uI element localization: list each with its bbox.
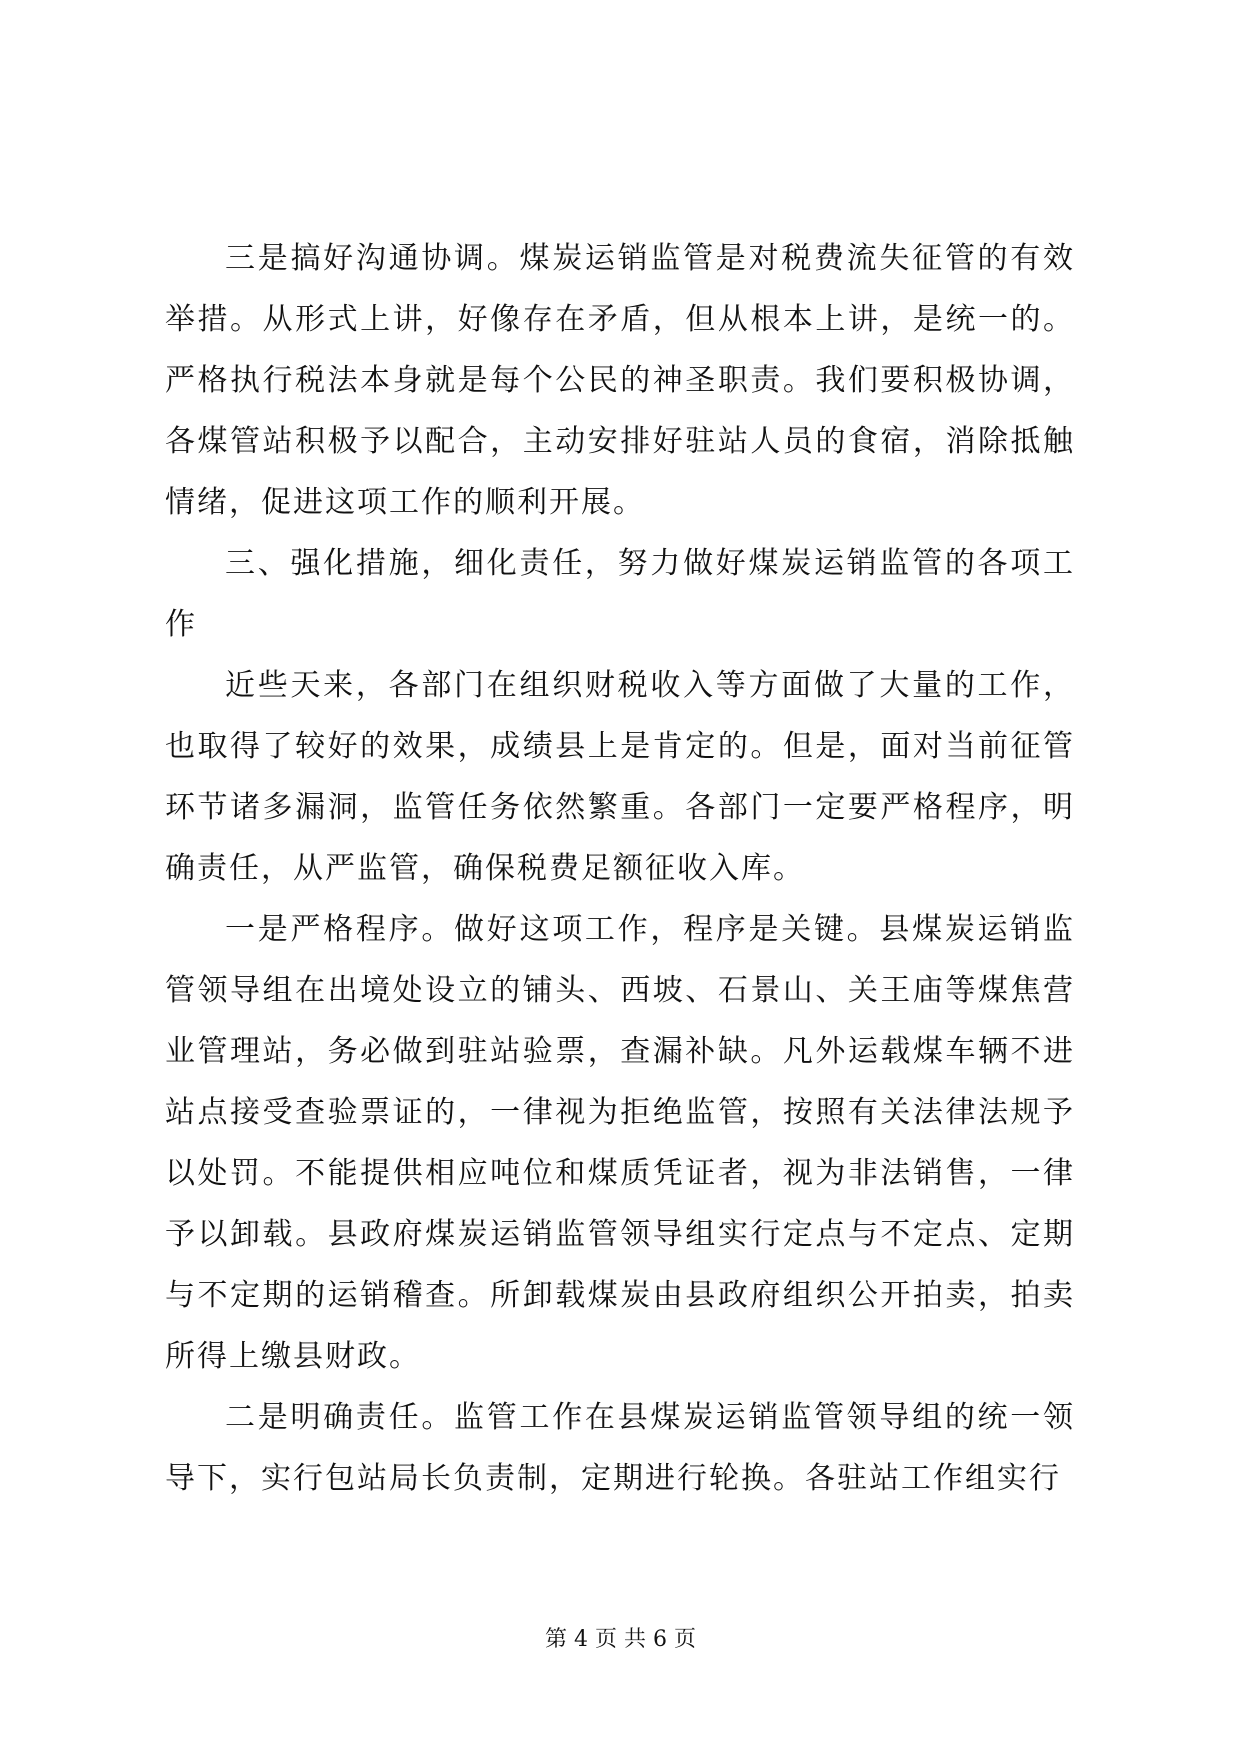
paragraph-recent-work: 近些天来，各部门在组织财税收入等方面做了大量的工作，也取得了较好的效果，成绩县上是肯定的。但是，面对当前征管环节诸多漏洞，监管任务依然繁重。各部门一定要严格程序，明确责任，从严监管，确保税费足额征收入库。 [165, 668, 1075, 886]
page-number-footer: 第 4 页 共 6 页 [545, 1627, 696, 1652]
paragraph-communication: 三是搞好沟通协调。煤炭运销监管是对税费流失征管的有效举措。从形式上讲，好像存在矛盾，但从根本上讲，是统一的。严格执行税法本身就是每个公民的神圣职责。我们要积极协调，各煤管站积极予以配合，主动安排好驻站人员的食宿，消除抵触情绪，促进这项工作的顺利开展。 [165, 241, 1075, 520]
paragraph-clear-responsibility: 二是明确责任。监管工作在县煤炭运销监管领导组的统一领导下，实行包站局长负责制，定期进行轮换。各驻站工作组实行 [165, 1400, 1075, 1496]
document-body [165, 228, 1075, 1509]
section-heading-three: 三、强化措施，细化责任，努力做好煤炭运销监管的各项工作 [165, 546, 1075, 642]
paragraph-strict-procedure: 一是严格程序。做好这项工作，程序是关键。县煤炭运销监管领导组在出境处设立的铺头、西坡、石景山、关王庙等煤焦营业管理站，务必做到驻站验票，查漏补缺。凡外运载煤车辆不进站点接受查验票证的，一律视为拒绝监管，按照有关法律法规予以处罚。不能提供相应吨位和煤质凭证者，视为非法销售，一律予以卸载。县政府煤炭运销监管领导组实行定点与不定点、定期与不定期的运销稽查。所卸载煤炭由县政府组织公开拍卖，拍卖所得上缴县财政。 [165, 912, 1075, 1374]
